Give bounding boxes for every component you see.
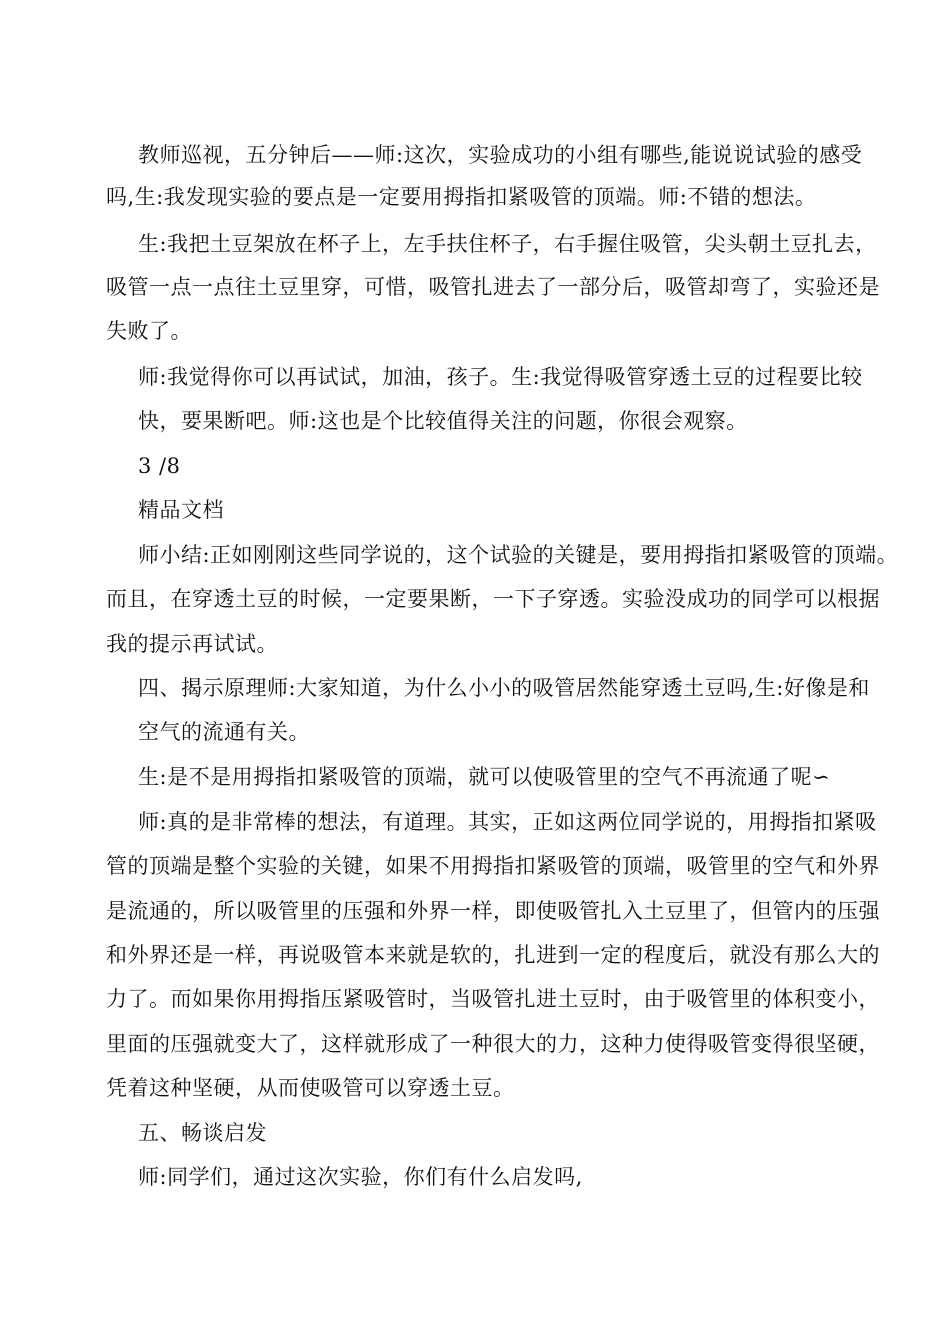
text-line: 我的提示再试试。: [106, 632, 278, 656]
text-line: 管的顶端是整个实验的关键，如果不用拇指扣紧吸管的顶端，吸管里的空气和外界: [106, 854, 880, 878]
text-line: 里面的压强就变大了，这样就形成了一种很大的力，这种力使得吸管变得很坚硬，: [106, 1032, 880, 1056]
text-line: 生:我把土豆架放在杯子上，左手扶住杯子，右手握住吸管，尖头朝土豆扎去，: [138, 232, 877, 256]
text-line: 和外界还是一样，再说吸管本来就是软的，扎进到一定的程度后，就没有那么大的: [106, 943, 880, 967]
text-line: 四、揭示原理师:大家知道，为什么小小的吸管居然能穿透土豆吗,生:好像是和: [138, 676, 870, 700]
text-line: 失败了。: [106, 319, 192, 343]
text-line: 生:是不是用拇指扣紧吸管的顶端，就可以使吸管里的空气不再流通了呢∽: [138, 765, 831, 789]
text-line: 吗,生:我发现实验的要点是一定要用拇指扣紧吸管的顶端。师:不错的想法。: [106, 185, 817, 209]
page-number: 3 /8: [138, 454, 181, 478]
text-line: 师:真的是非常棒的想法，有道理。其实，正如这两位同学说的，用拇指扣紧吸: [138, 810, 877, 834]
text-line: 师小结:正如刚刚这些同学说的，这个试验的关键是，要用拇指扣紧吸管的顶端。: [138, 543, 899, 567]
header-label: 精品文档: [138, 498, 224, 522]
text-line: 力了。而如果你用拇指压紧吸管时，当吸管扎进土豆时，由于吸管里的体积变小，: [106, 987, 880, 1011]
text-line: 空气的流通有关。: [138, 720, 310, 744]
section-heading: 五、畅谈启发: [138, 1121, 267, 1145]
text-line: 是流通的，所以吸管里的压强和外界一样，即使吸管扎入土豆里了，但管内的压强: [106, 899, 880, 923]
text-line: 教师巡视，五分钟后——师:这次，实验成功的小组有哪些,能说说试验的感受: [138, 143, 863, 167]
text-line: 快，要果断吧。师:这也是个比较值得关注的问题，你很会观察。: [138, 409, 748, 433]
text-line: 而且，在穿透土豆的时候，一定要果断，一下子穿透。实验没成功的同学可以根据: [106, 587, 880, 611]
text-line: 师:我觉得你可以再试试，加油，孩子。生:我觉得吸管穿透土豆的过程要比较: [138, 365, 863, 389]
text-line: 凭着这种坚硬，从而使吸管可以穿透土豆。: [106, 1076, 515, 1100]
text-line: 师:同学们，通过这次实验，你们有什么启发吗,: [138, 1165, 583, 1189]
text-line: 吸管一点一点往土豆里穿，可惜，吸管扎进去了一部分后，吸管却弯了，实验还是: [106, 275, 880, 299]
